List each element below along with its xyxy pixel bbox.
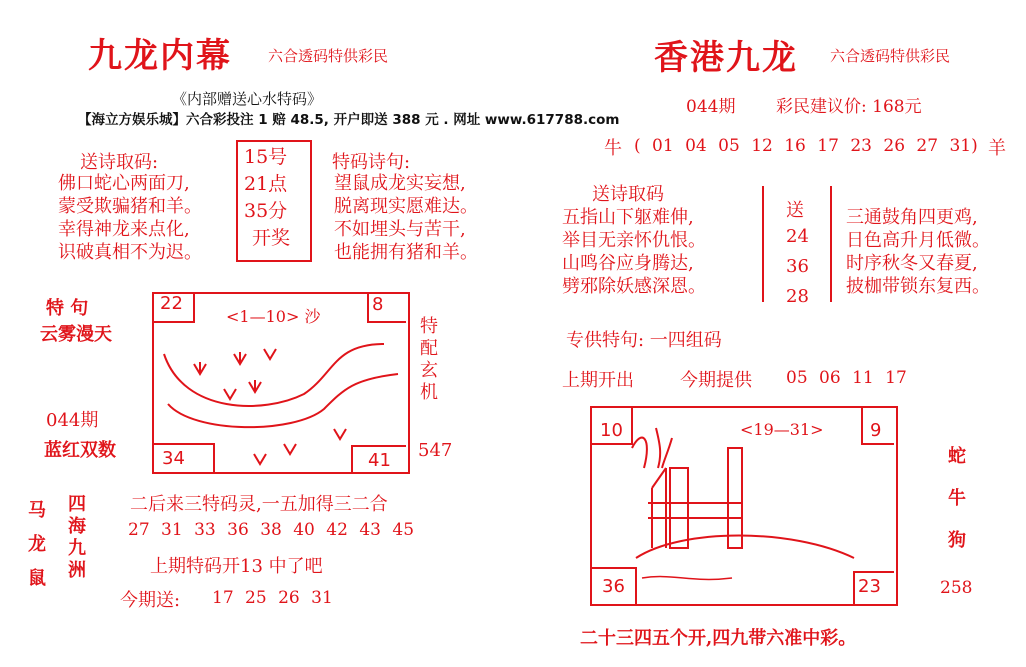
number: 31 [311,588,333,608]
right-poem-2 [846,206,990,298]
number: 11 [852,368,874,388]
draw-hour: 21点 [244,173,288,195]
right-title: 香港九龙 [654,38,798,78]
today-provide-label: 今期提供 [680,370,752,391]
poem-line: 蒙受欺骗猪和羊。 [58,196,202,217]
poem-line: 识破真相不为迟。 [58,242,202,263]
number: 33 [194,520,216,540]
poem-line: 三通鼓角四更鸡, [846,207,978,228]
riddle-text: 云雾漫天 [40,324,112,345]
left-numbers [128,520,414,540]
number: 36 [227,520,249,540]
number: 01 [652,136,674,156]
main-line: 二后来三特码灵,一五加得三二合 [130,494,388,515]
number: 05 [718,136,740,156]
right-poem [562,206,706,298]
right-zodiac [946,436,968,562]
left-zodiac [26,494,48,596]
poem-line: 山鸣谷应身腾达, [562,253,694,274]
footer-line: 二十三四五个开,四九带六准中彩。 [580,628,857,649]
number: 31 [949,136,972,156]
left-pic-top-left: 22 [160,293,183,314]
draw-label: 开奖 [252,227,291,249]
draw-time [244,144,290,252]
draw-minute: 35分 [244,200,288,222]
number: 27 [128,520,150,540]
number: 36 [786,256,809,277]
last-result: 上期特码开13 中了吧 [150,556,323,577]
number: 16 [784,136,806,156]
last-open-label: 上期开出 [562,370,634,391]
mystery-number: 547 [418,440,453,461]
side-number: 258 [940,578,973,598]
poem-line: 劈邪除妖感深恩。 [562,276,706,297]
poem-line: 望鼠成龙实妄想, [334,173,466,194]
gift-numbers [786,222,809,312]
ox-label: 牛 [604,138,622,159]
number: 31 [161,520,183,540]
right-subtitle: 六合透码特供彩民 [830,47,951,65]
number: 26 [278,588,300,608]
poem-line: 脱离现实愿难达。 [334,196,478,217]
zodiac-item: 牛 [948,488,966,509]
right-issue: 044期 [686,97,736,117]
provide-numbers [786,368,907,388]
zodiac-item: 鼠 [28,568,46,589]
number: 42 [326,520,348,540]
left-pic-bottom-left: 34 [162,448,185,469]
number: 38 [260,520,282,540]
today-numbers [212,588,333,608]
right-pic-bottom-left: 36 [602,576,625,597]
number: 06 [819,368,841,388]
poem-line: 时序秋冬又春夏, [846,253,978,274]
sea-label: 四海九洲 [68,494,86,581]
number: 17 [817,136,839,156]
zodiac-item: 狗 [948,530,966,551]
ad-banner[interactable]: 【海立方娱乐城】六合彩投注 1 赔 48.5, 开户即送 388 元 . 网址 www.617788.com [78,112,620,128]
sheep-label: 羊 [988,138,1006,159]
mystery-label: 特配玄机 [420,316,438,403]
left-pic-top-right: 8 [372,294,384,315]
number: 12 [751,136,773,156]
poem-line: 五指山下躯难伸, [562,207,694,228]
right-pic-bottom-right: 23 [858,576,881,597]
number: 23 [850,136,872,156]
left-pic-scribble: <1—10> 沙 [226,307,321,326]
number: 28 [786,286,809,307]
number: 25 [245,588,267,608]
number: 26 [883,136,906,156]
right-pic-top-right: 9 [870,420,882,441]
today-label: 今期送: [120,590,181,611]
poem-line: 举目无亲怀仇恨。 [562,230,706,251]
gift-label: 送 [786,200,804,221]
number: 05 [786,368,808,388]
poem-line: 佛口蛇心两面刀, [58,173,190,194]
poem-line: 日色高升月低微。 [846,230,990,251]
divider [762,186,764,302]
right-pic-top-left: 10 [600,420,623,441]
zodiac-item: 马 [28,500,46,521]
left-issue: 044期 [46,410,99,431]
left-tagline: 《内部赠送心水特码》 [172,90,323,108]
number: 17 [212,588,234,608]
number: 40 [293,520,315,540]
zodiac-item: 蛇 [948,446,966,467]
number: 45 [392,520,415,540]
number: 17 [885,368,907,388]
number: 43 [359,520,381,540]
left-subtitle: 六合透码特供彩民 [268,47,389,65]
right-poem-heading: 送诗取码 [592,184,664,205]
right-pic-scribble: <19—31> [740,420,824,439]
code-poem [334,172,478,264]
left-poem [58,172,202,264]
poem-line: 也能拥有猪和羊。 [334,242,478,263]
issue-hint: 蓝红双数 [44,440,116,461]
poem-line: 披枷带锁东复西。 [846,276,990,297]
zodiac-item: 龙 [28,534,46,555]
ox-numbers: ( 01 04 05 12 16 17 23 26 27 31) [634,136,978,156]
number: 27 [916,136,939,156]
divider [830,186,832,302]
number: 04 [685,136,707,156]
poem-line: 幸得神龙来点化, [58,219,190,240]
left-title: 九龙内幕 [88,36,232,76]
price: 彩民建议价: 168元 [776,97,922,117]
number: 24 [786,226,809,247]
special-line: 专供特句: 一四组码 [566,330,722,351]
left-poem-heading: 送诗取码: [80,152,159,173]
riddle-heading: 特 句 [46,298,89,319]
left-pic-bottom-right: 41 [368,450,391,471]
code-poem-heading: 特码诗句: [332,152,411,173]
poem-line: 不如埋头与苦干, [334,219,466,240]
draw-day: 15号 [244,146,288,168]
